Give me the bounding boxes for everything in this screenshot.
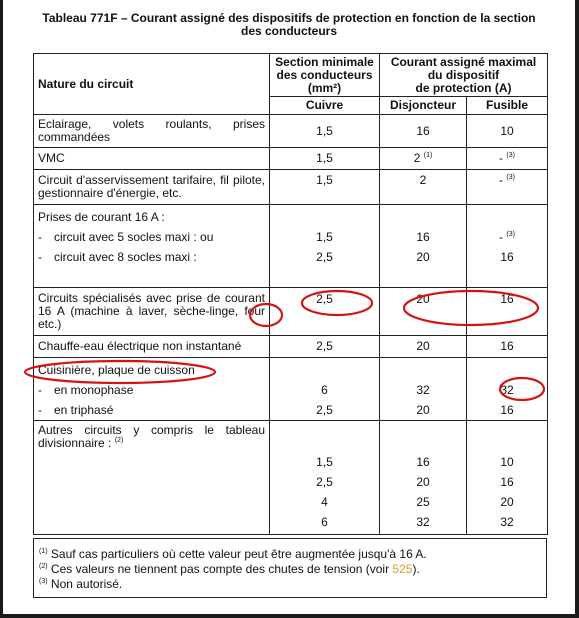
row-eclairage-disjoncteur: 16 (380, 115, 467, 148)
row-cuisiniere-sub2-disjoncteur: 20 (416, 403, 430, 417)
row-autres-section-3: 4 (321, 495, 328, 509)
spacer (384, 207, 462, 227)
row-autres-disjoncteur-3: 25 (416, 495, 430, 509)
header-fusible: Fusible (467, 97, 548, 115)
row-autres-fusible-3: 20 (500, 495, 514, 509)
spacer (274, 360, 375, 380)
row-cuisiniere-sub2-fusible: 16 (500, 403, 514, 417)
footnote-mark: (2) (39, 563, 48, 570)
footnote-2-text: Ces valeurs ne tiennent pas compte des chutes de tension (voir (47, 562, 393, 576)
row-autres-fusible-2: 16 (500, 475, 514, 489)
header-nature: Nature du circuit (34, 54, 270, 115)
row-autres-label (34, 421, 270, 535)
header-disjoncteur: Disjoncteur (380, 97, 467, 115)
row-cuisiniere-sub1 (38, 380, 265, 400)
row-vmc-fusible (467, 148, 548, 170)
table-row (34, 358, 548, 421)
table-row (34, 336, 548, 358)
row-cuisiniere-sub1-fusible: 32 (500, 383, 514, 397)
note-ref: (3) (506, 231, 515, 238)
row-chauffe-eau-section: 2,5 (270, 336, 380, 358)
row-prises-title: Prises de courant 16 A : (38, 210, 165, 224)
reference-link[interactable]: 525 (392, 562, 413, 576)
row-prises-sub1-fusible (471, 227, 543, 247)
row-specialises-section: 2,5 (270, 288, 380, 336)
footnote-mark: (1) (39, 548, 48, 555)
row-autres-disjoncteur-2: 20 (416, 475, 430, 489)
row-autres-fusible (467, 421, 548, 535)
row-autres-label-text: Autres circuits y compris le tableau divisionnaire : (38, 423, 265, 450)
row-autres-section-4: 6 (321, 515, 328, 529)
dash-marker: - (38, 230, 42, 244)
footnote-2 (39, 562, 546, 577)
header-courant (380, 54, 548, 97)
footnote-1 (39, 547, 546, 562)
header-cuivre: Cuivre (270, 97, 380, 115)
row-specialises-fusible: 16 (467, 288, 548, 336)
row-vmc-fusible-value: - (499, 151, 504, 165)
row-eclairage-label: Eclairage, volets roulants, prises commandées (34, 115, 270, 148)
footnote-1-text: Sauf cas particuliers où cette valeur peut être augmentée jusqu'à 16 A. (47, 547, 427, 561)
row-prises-sub2 (38, 247, 265, 267)
header-section-line-1: Section minimale (275, 54, 374, 69)
row-cuisiniere-sub1-disjoncteur: 32 (416, 383, 430, 397)
table-title (3, 12, 575, 38)
row-cuisiniere-section (270, 358, 380, 421)
row-cuisiniere-sub2-section: 2,5 (316, 403, 333, 417)
row-cuisiniere-disjoncteur (380, 358, 467, 421)
row-prises-fusible (467, 205, 548, 288)
row-autres-section-1: 1,5 (316, 455, 333, 469)
row-eclairage-section: 1,5 (270, 115, 380, 148)
header-section (270, 54, 380, 97)
footnote-3 (39, 577, 546, 592)
row-specialises-label: Circuits spécialisés avec prise de courant 16 A (machine à laver, sèche-linge, four etc.) (34, 288, 270, 336)
row-prises-disjoncteur (380, 205, 467, 288)
row-prises-label (34, 205, 270, 288)
dash-marker: - (38, 403, 42, 417)
row-asservissement-label: Circuit d'asservissement tarifaire, fil pilote, gestionnaire d'énergie, etc. (34, 170, 270, 205)
table-title-line-1: Tableau 771F – Courant assigné des dispositifs de protection en fonction de la section (42, 11, 536, 25)
row-autres-section-2: 2,5 (316, 475, 333, 489)
row-cuisiniere-sub2 (38, 400, 265, 420)
row-prises-sub1-disjoncteur: 16 (416, 230, 430, 244)
table-row (34, 421, 548, 535)
spacer (471, 360, 543, 380)
row-prises-sub1-section: 1,5 (316, 230, 333, 244)
row-vmc-label: VMC (34, 148, 270, 170)
header-courant-line-2: du dispositif (427, 67, 500, 82)
spacer (471, 207, 543, 227)
row-chauffe-eau-fusible: 16 (467, 336, 548, 358)
row-cuisiniere-label (34, 358, 270, 421)
row-asservissement-fusible (467, 170, 548, 205)
dash-marker: - (38, 250, 42, 264)
row-asservissement-fusible-value: - (499, 173, 504, 187)
row-autres-fusible-4: 32 (500, 515, 514, 529)
row-cuisiniere-sub2-label: en triphasé (54, 403, 114, 417)
row-vmc-disjoncteur-value: 2 (413, 151, 421, 165)
row-prises-sub2-label: circuit avec 8 socles maxi : (54, 250, 197, 264)
table-title-line-2: des conducteurs (240, 24, 338, 38)
table-row (34, 148, 548, 170)
document-page (3, 0, 575, 614)
row-autres-disjoncteur-1: 16 (416, 455, 430, 469)
header-courant-line-3: de protection (A) (415, 80, 512, 95)
protection-table (33, 53, 548, 535)
row-vmc-section: 1,5 (270, 148, 380, 170)
row-autres-disjoncteur (380, 421, 467, 535)
row-specialises-disjoncteur: 20 (380, 288, 467, 336)
note-ref: (3) (506, 152, 515, 159)
row-chauffe-eau-disjoncteur: 20 (380, 336, 467, 358)
footnote-3-text: Non autorisé. (47, 577, 123, 591)
row-autres-section (270, 421, 380, 535)
row-prises-sub2-fusible: 16 (500, 250, 514, 264)
header-section-line-3: (mm²) (307, 80, 342, 95)
row-cuisiniere-sub1-section: 6 (321, 383, 328, 397)
note-ref: (2) (114, 437, 124, 444)
row-prises-sub1 (38, 227, 265, 247)
row-prises-sub1-fusible-value: - (499, 230, 504, 244)
table-row (34, 170, 548, 205)
row-asservissement-disjoncteur: 2 (380, 170, 467, 205)
footnote-2-end: ). (412, 562, 420, 576)
row-vmc-disjoncteur (380, 148, 467, 170)
row-prises-sub1-label: circuit avec 5 socles maxi : ou (54, 230, 214, 244)
row-cuisiniere-sub1-label: en monophase (54, 383, 134, 397)
row-prises-section (270, 205, 380, 288)
row-cuisiniere-fusible (467, 358, 548, 421)
header-courant-line-1: Courant assigné maximal (390, 54, 537, 69)
row-autres-fusible-1: 10 (500, 455, 514, 469)
row-chauffe-eau-label: Chauffe-eau électrique non instantané (34, 336, 270, 358)
row-prises-sub2-disjoncteur: 20 (416, 250, 430, 264)
spacer (274, 207, 375, 227)
note-ref: (1) (423, 152, 433, 159)
table-row (34, 288, 548, 336)
footnotes (33, 538, 547, 598)
row-eclairage-fusible: 10 (467, 115, 548, 148)
spacer (384, 360, 462, 380)
row-prises-sub2-section: 2,5 (316, 250, 333, 264)
footnote-mark: (3) (39, 578, 48, 585)
table-row (34, 115, 548, 148)
dash-marker: - (38, 383, 42, 397)
table-row (34, 205, 548, 288)
header-section-line-2: des conducteurs (276, 67, 373, 82)
row-cuisiniere-title: Cuisinière, plaque de cuisson (38, 363, 195, 377)
row-autres-disjoncteur-4: 32 (416, 515, 430, 529)
row-asservissement-section: 1,5 (270, 170, 380, 205)
note-ref: (3) (506, 174, 515, 181)
